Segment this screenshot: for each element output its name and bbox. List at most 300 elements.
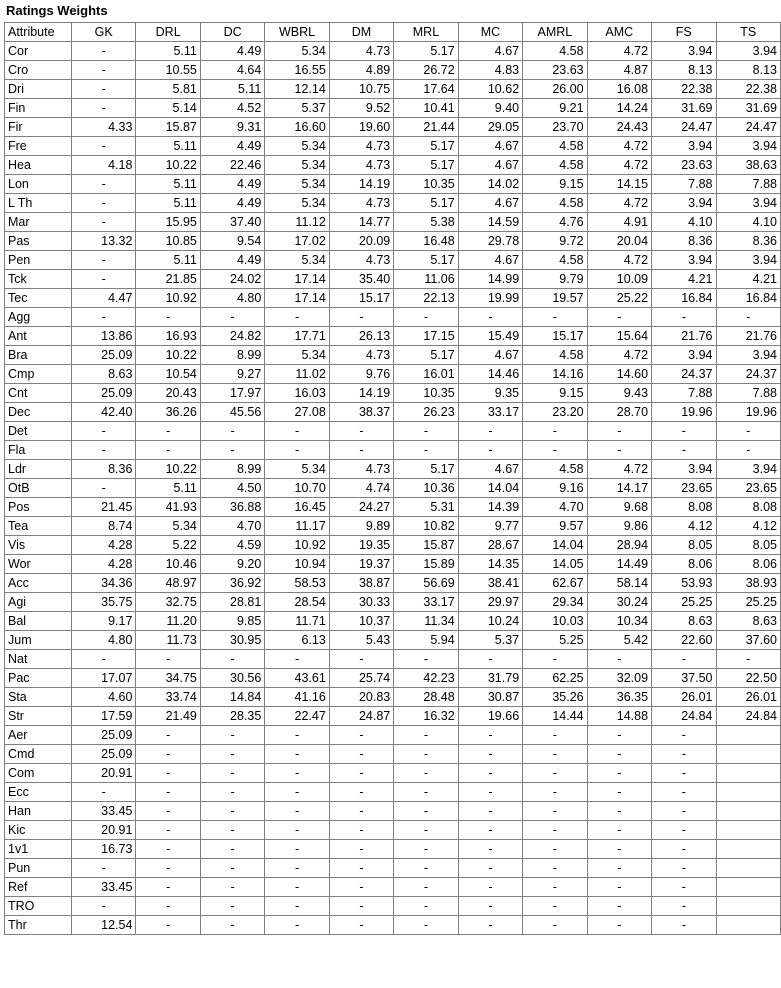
weight-cell[interactable]: 3.94 [652, 251, 716, 270]
weight-cell[interactable]: 7.88 [716, 175, 781, 194]
weight-cell[interactable]: 15.87 [394, 536, 458, 555]
weight-cell[interactable]: 26.13 [329, 327, 393, 346]
weight-cell[interactable]: 9.16 [523, 479, 587, 498]
weight-cell[interactable]: 5.34 [265, 460, 329, 479]
weight-cell[interactable]: - [265, 802, 329, 821]
weight-cell[interactable]: 17.97 [200, 384, 264, 403]
weight-cell[interactable]: 15.95 [136, 213, 200, 232]
weight-cell[interactable]: - [523, 745, 587, 764]
weight-cell[interactable]: 24.82 [200, 327, 264, 346]
weight-cell[interactable]: 24.47 [652, 118, 716, 137]
weight-cell[interactable]: 6.13 [265, 631, 329, 650]
weight-cell[interactable]: - [200, 897, 264, 916]
weight-cell[interactable]: 25.25 [652, 593, 716, 612]
weight-cell[interactable]: 4.18 [71, 156, 135, 175]
weight-cell[interactable]: - [458, 441, 522, 460]
weight-cell[interactable]: 20.43 [136, 384, 200, 403]
weight-cell[interactable]: 16.01 [394, 365, 458, 384]
weight-cell[interactable]: 10.41 [394, 99, 458, 118]
weight-cell[interactable]: 3.94 [716, 194, 781, 213]
column-header-ts[interactable]: TS [716, 23, 781, 42]
weight-cell[interactable]: - [394, 422, 458, 441]
weight-cell[interactable]: 4.28 [71, 555, 135, 574]
weight-cell[interactable]: 30.87 [458, 688, 522, 707]
weight-cell[interactable]: 24.43 [587, 118, 651, 137]
weight-cell[interactable]: - [200, 859, 264, 878]
weight-cell[interactable]: 3.94 [652, 137, 716, 156]
weight-cell[interactable]: 4.73 [329, 251, 393, 270]
weight-cell[interactable]: 9.35 [458, 384, 522, 403]
attribute-cell[interactable]: 1v1 [5, 840, 72, 859]
weight-cell[interactable]: 9.89 [329, 517, 393, 536]
weight-cell[interactable]: 19.60 [329, 118, 393, 137]
weight-cell[interactable]: - [71, 42, 135, 61]
weight-cell[interactable]: - [265, 422, 329, 441]
weight-cell[interactable]: 32.75 [136, 593, 200, 612]
weight-cell[interactable]: 10.70 [265, 479, 329, 498]
weight-cell[interactable]: 26.72 [394, 61, 458, 80]
attribute-cell[interactable]: Tck [5, 270, 72, 289]
weight-cell[interactable]: - [587, 859, 651, 878]
weight-cell[interactable]: 17.59 [71, 707, 135, 726]
weight-cell[interactable]: 15.17 [523, 327, 587, 346]
weight-cell[interactable] [716, 745, 781, 764]
weight-cell[interactable]: 11.06 [394, 270, 458, 289]
weight-cell[interactable]: 28.48 [394, 688, 458, 707]
weight-cell[interactable]: 4.67 [458, 346, 522, 365]
weight-cell[interactable]: 33.74 [136, 688, 200, 707]
column-header-gk[interactable]: GK [71, 23, 135, 42]
weight-cell[interactable]: 24.02 [200, 270, 264, 289]
weight-cell[interactable]: 10.35 [394, 175, 458, 194]
weight-cell[interactable]: 14.17 [587, 479, 651, 498]
weight-cell[interactable]: 16.84 [652, 289, 716, 308]
weight-cell[interactable]: - [652, 726, 716, 745]
weight-cell[interactable]: - [200, 878, 264, 897]
weight-cell[interactable]: - [136, 764, 200, 783]
weight-cell[interactable]: 4.58 [523, 194, 587, 213]
weight-cell[interactable]: 5.17 [394, 346, 458, 365]
weight-cell[interactable] [716, 840, 781, 859]
weight-cell[interactable]: 58.53 [265, 574, 329, 593]
attribute-cell[interactable]: Pos [5, 498, 72, 517]
weight-cell[interactable]: - [587, 764, 651, 783]
weight-cell[interactable]: 9.15 [523, 175, 587, 194]
weight-cell[interactable]: 4.49 [200, 175, 264, 194]
weight-cell[interactable]: 4.73 [329, 194, 393, 213]
weight-cell[interactable]: - [587, 916, 651, 935]
weight-cell[interactable]: - [587, 840, 651, 859]
weight-cell[interactable]: 5.11 [136, 194, 200, 213]
weight-cell[interactable]: 8.63 [652, 612, 716, 631]
weight-cell[interactable]: 4.67 [458, 137, 522, 156]
weight-cell[interactable]: 45.56 [200, 403, 264, 422]
weight-cell[interactable]: 17.64 [394, 80, 458, 99]
weight-cell[interactable]: - [523, 308, 587, 327]
weight-cell[interactable]: 9.79 [523, 270, 587, 289]
weight-cell[interactable]: - [200, 840, 264, 859]
weight-cell[interactable]: 20.91 [71, 764, 135, 783]
weight-cell[interactable]: 5.34 [136, 517, 200, 536]
attribute-cell[interactable]: Pun [5, 859, 72, 878]
weight-cell[interactable]: 24.84 [652, 707, 716, 726]
attribute-cell[interactable]: Fla [5, 441, 72, 460]
weight-cell[interactable]: 23.63 [523, 61, 587, 80]
weight-cell[interactable]: - [71, 897, 135, 916]
weight-cell[interactable]: 10.92 [265, 536, 329, 555]
weight-cell[interactable]: 58.14 [587, 574, 651, 593]
weight-cell[interactable]: 9.54 [200, 232, 264, 251]
weight-cell[interactable]: - [265, 726, 329, 745]
weight-cell[interactable]: - [71, 61, 135, 80]
weight-cell[interactable]: 33.17 [458, 403, 522, 422]
weight-cell[interactable]: 5.37 [265, 99, 329, 118]
weight-cell[interactable]: 29.97 [458, 593, 522, 612]
attribute-cell[interactable]: Pas [5, 232, 72, 251]
weight-cell[interactable]: - [329, 783, 393, 802]
weight-cell[interactable]: 36.88 [200, 498, 264, 517]
attribute-cell[interactable]: Agi [5, 593, 72, 612]
weight-cell[interactable]: 25.09 [71, 384, 135, 403]
weight-cell[interactable]: - [71, 479, 135, 498]
weight-cell[interactable]: 26.01 [716, 688, 781, 707]
weight-cell[interactable]: 27.08 [265, 403, 329, 422]
weight-cell[interactable] [716, 878, 781, 897]
weight-cell[interactable]: - [71, 650, 135, 669]
column-header-drl[interactable]: DRL [136, 23, 200, 42]
weight-cell[interactable]: - [136, 859, 200, 878]
weight-cell[interactable]: - [200, 783, 264, 802]
attribute-cell[interactable]: Cmd [5, 745, 72, 764]
weight-cell[interactable]: - [329, 897, 393, 916]
weight-cell[interactable]: 16.48 [394, 232, 458, 251]
weight-cell[interactable]: 10.36 [394, 479, 458, 498]
weight-cell[interactable]: - [329, 745, 393, 764]
weight-cell[interactable]: 53.93 [652, 574, 716, 593]
weight-cell[interactable]: 3.94 [716, 346, 781, 365]
weight-cell[interactable]: - [329, 308, 393, 327]
weight-cell[interactable]: - [716, 308, 781, 327]
weight-cell[interactable]: - [458, 422, 522, 441]
weight-cell[interactable]: - [523, 783, 587, 802]
weight-cell[interactable]: - [523, 821, 587, 840]
weight-cell[interactable]: - [652, 422, 716, 441]
weight-cell[interactable]: - [200, 441, 264, 460]
weight-cell[interactable]: 5.81 [136, 80, 200, 99]
weight-cell[interactable]: 4.73 [329, 156, 393, 175]
weight-cell[interactable]: 14.15 [587, 175, 651, 194]
weight-cell[interactable]: 38.41 [458, 574, 522, 593]
weight-cell[interactable]: - [458, 802, 522, 821]
weight-cell[interactable]: - [265, 650, 329, 669]
weight-cell[interactable]: - [136, 802, 200, 821]
weight-cell[interactable]: 37.60 [716, 631, 781, 650]
weight-cell[interactable]: 30.33 [329, 593, 393, 612]
attribute-cell[interactable]: Fre [5, 137, 72, 156]
weight-cell[interactable]: 34.36 [71, 574, 135, 593]
weight-cell[interactable]: - [136, 878, 200, 897]
attribute-cell[interactable]: L Th [5, 194, 72, 213]
weight-cell[interactable]: 11.12 [265, 213, 329, 232]
weight-cell[interactable]: 17.14 [265, 289, 329, 308]
weight-cell[interactable]: 10.62 [458, 80, 522, 99]
weight-cell[interactable]: - [71, 308, 135, 327]
attribute-cell[interactable]: Sta [5, 688, 72, 707]
weight-cell[interactable]: 36.35 [587, 688, 651, 707]
weight-cell[interactable]: 8.36 [71, 460, 135, 479]
weight-cell[interactable]: 8.99 [200, 460, 264, 479]
weight-cell[interactable]: - [265, 308, 329, 327]
weight-cell[interactable]: 37.40 [200, 213, 264, 232]
weight-cell[interactable]: 10.55 [136, 61, 200, 80]
weight-cell[interactable]: 11.71 [265, 612, 329, 631]
weight-cell[interactable]: 17.71 [265, 327, 329, 346]
weight-cell[interactable]: 20.91 [71, 821, 135, 840]
weight-cell[interactable]: - [200, 821, 264, 840]
weight-cell[interactable]: - [394, 308, 458, 327]
weight-cell[interactable]: 10.22 [136, 156, 200, 175]
weight-cell[interactable]: 28.81 [200, 593, 264, 612]
weight-cell[interactable]: - [136, 441, 200, 460]
weight-cell[interactable]: - [523, 726, 587, 745]
weight-cell[interactable]: 4.10 [652, 213, 716, 232]
weight-cell[interactable]: - [716, 422, 781, 441]
weight-cell[interactable]: 21.76 [716, 327, 781, 346]
attribute-cell[interactable]: Mar [5, 213, 72, 232]
weight-cell[interactable]: 23.63 [652, 156, 716, 175]
weight-cell[interactable]: 25.22 [587, 289, 651, 308]
weight-cell[interactable]: 24.87 [329, 707, 393, 726]
weight-cell[interactable]: - [394, 802, 458, 821]
weight-cell[interactable]: - [458, 840, 522, 859]
weight-cell[interactable]: 37.50 [652, 669, 716, 688]
weight-cell[interactable]: 5.42 [587, 631, 651, 650]
weight-cell[interactable]: 4.58 [523, 137, 587, 156]
weight-cell[interactable]: 29.34 [523, 593, 587, 612]
weight-cell[interactable]: - [71, 194, 135, 213]
weight-cell[interactable]: 5.34 [265, 194, 329, 213]
weight-cell[interactable]: - [265, 745, 329, 764]
weight-cell[interactable]: 3.94 [716, 42, 781, 61]
weight-cell[interactable]: 23.70 [523, 118, 587, 137]
weight-cell[interactable]: - [458, 859, 522, 878]
weight-cell[interactable]: 34.75 [136, 669, 200, 688]
weight-cell[interactable]: 33.45 [71, 802, 135, 821]
weight-cell[interactable]: 4.21 [716, 270, 781, 289]
weight-cell[interactable]: 4.67 [458, 156, 522, 175]
attribute-cell[interactable]: Agg [5, 308, 72, 327]
weight-cell[interactable]: - [587, 441, 651, 460]
weight-cell[interactable]: - [523, 897, 587, 916]
weight-cell[interactable]: 4.72 [587, 137, 651, 156]
weight-cell[interactable]: 10.22 [136, 346, 200, 365]
weight-cell[interactable]: - [652, 745, 716, 764]
attribute-cell[interactable]: Det [5, 422, 72, 441]
weight-cell[interactable]: 9.43 [587, 384, 651, 403]
weight-cell[interactable]: 24.47 [716, 118, 781, 137]
weight-cell[interactable]: 8.63 [716, 612, 781, 631]
weight-cell[interactable]: - [136, 308, 200, 327]
weight-cell[interactable]: - [200, 802, 264, 821]
weight-cell[interactable]: 7.88 [652, 384, 716, 403]
weight-cell[interactable]: - [71, 137, 135, 156]
weight-cell[interactable]: - [265, 441, 329, 460]
attribute-cell[interactable]: Wor [5, 555, 72, 574]
weight-cell[interactable]: - [587, 745, 651, 764]
weight-cell[interactable]: - [587, 821, 651, 840]
weight-cell[interactable]: - [394, 650, 458, 669]
weight-cell[interactable]: - [71, 859, 135, 878]
weight-cell[interactable]: - [136, 916, 200, 935]
weight-cell[interactable]: - [394, 897, 458, 916]
weight-cell[interactable]: 24.37 [716, 365, 781, 384]
weight-cell[interactable]: 7.88 [716, 384, 781, 403]
weight-cell[interactable]: 10.37 [329, 612, 393, 631]
weight-cell[interactable]: 24.37 [652, 365, 716, 384]
weight-cell[interactable]: - [200, 745, 264, 764]
weight-cell[interactable]: - [394, 916, 458, 935]
weight-cell[interactable]: 62.25 [523, 669, 587, 688]
weight-cell[interactable]: 8.05 [716, 536, 781, 555]
weight-cell[interactable]: - [329, 878, 393, 897]
weight-cell[interactable]: - [329, 441, 393, 460]
weight-cell[interactable]: 14.59 [458, 213, 522, 232]
weight-cell[interactable]: - [458, 726, 522, 745]
weight-cell[interactable]: 4.59 [200, 536, 264, 555]
weight-cell[interactable]: - [394, 859, 458, 878]
weight-cell[interactable]: 4.74 [329, 479, 393, 498]
weight-cell[interactable]: 4.67 [458, 194, 522, 213]
weight-cell[interactable]: 4.67 [458, 42, 522, 61]
weight-cell[interactable]: 5.34 [265, 175, 329, 194]
weight-cell[interactable]: - [329, 650, 393, 669]
weight-cell[interactable]: 4.60 [71, 688, 135, 707]
weight-cell[interactable]: 4.83 [458, 61, 522, 80]
weight-cell[interactable]: 4.73 [329, 137, 393, 156]
weight-cell[interactable]: 4.28 [71, 536, 135, 555]
weight-cell[interactable]: - [71, 175, 135, 194]
attribute-cell[interactable]: Lon [5, 175, 72, 194]
weight-cell[interactable]: - [265, 897, 329, 916]
weight-cell[interactable]: 14.49 [587, 555, 651, 574]
weight-cell[interactable]: 32.09 [587, 669, 651, 688]
weight-cell[interactable]: 25.09 [71, 726, 135, 745]
weight-cell[interactable]: 42.23 [394, 669, 458, 688]
weight-cell[interactable]: 9.68 [587, 498, 651, 517]
weight-cell[interactable]: - [136, 650, 200, 669]
weight-cell[interactable]: 19.66 [458, 707, 522, 726]
weight-cell[interactable]: 16.08 [587, 80, 651, 99]
weight-cell[interactable]: 31.69 [652, 99, 716, 118]
weight-cell[interactable]: 19.57 [523, 289, 587, 308]
weight-cell[interactable]: 41.93 [136, 498, 200, 517]
weight-cell[interactable]: 21.76 [652, 327, 716, 346]
weight-cell[interactable]: 33.17 [394, 593, 458, 612]
weight-cell[interactable]: 4.72 [587, 251, 651, 270]
weight-cell[interactable]: - [394, 783, 458, 802]
weight-cell[interactable]: 16.03 [265, 384, 329, 403]
weight-cell[interactable]: - [394, 878, 458, 897]
weight-cell[interactable]: - [587, 897, 651, 916]
weight-cell[interactable]: 4.89 [329, 61, 393, 80]
weight-cell[interactable]: 9.15 [523, 384, 587, 403]
attribute-cell[interactable]: Pac [5, 669, 72, 688]
weight-cell[interactable]: 9.27 [200, 365, 264, 384]
weight-cell[interactable]: 30.95 [200, 631, 264, 650]
weight-cell[interactable]: 11.17 [265, 517, 329, 536]
weight-cell[interactable]: 38.63 [716, 156, 781, 175]
weight-cell[interactable]: 5.14 [136, 99, 200, 118]
weight-cell[interactable]: 5.38 [394, 213, 458, 232]
attribute-cell[interactable]: Ecc [5, 783, 72, 802]
weight-cell[interactable]: - [523, 650, 587, 669]
weight-cell[interactable]: 25.74 [329, 669, 393, 688]
weight-cell[interactable]: 25.09 [71, 346, 135, 365]
weight-cell[interactable]: - [652, 916, 716, 935]
weight-cell[interactable]: 8.08 [652, 498, 716, 517]
weight-cell[interactable]: - [523, 802, 587, 821]
weight-cell[interactable]: - [265, 859, 329, 878]
weight-cell[interactable]: 5.11 [136, 42, 200, 61]
weight-cell[interactable]: 10.09 [587, 270, 651, 289]
weight-cell[interactable]: - [200, 764, 264, 783]
attribute-cell[interactable]: Jum [5, 631, 72, 650]
weight-cell[interactable]: 38.37 [329, 403, 393, 422]
attribute-cell[interactable]: Str [5, 707, 72, 726]
weight-cell[interactable]: 12.14 [265, 80, 329, 99]
weight-cell[interactable]: 15.49 [458, 327, 522, 346]
weight-cell[interactable] [716, 802, 781, 821]
weight-cell[interactable]: 22.47 [265, 707, 329, 726]
weight-cell[interactable]: 16.60 [265, 118, 329, 137]
weight-cell[interactable]: 4.49 [200, 42, 264, 61]
weight-cell[interactable]: 4.58 [523, 156, 587, 175]
weight-cell[interactable]: 5.11 [136, 175, 200, 194]
weight-cell[interactable]: 3.94 [652, 346, 716, 365]
weight-cell[interactable]: 17.07 [71, 669, 135, 688]
weight-cell[interactable]: 8.06 [716, 555, 781, 574]
weight-cell[interactable]: 8.13 [716, 61, 781, 80]
weight-cell[interactable]: - [265, 764, 329, 783]
weight-cell[interactable]: - [136, 422, 200, 441]
column-header-dm[interactable]: DM [329, 23, 393, 42]
weight-cell[interactable]: 4.76 [523, 213, 587, 232]
attribute-cell[interactable]: Nat [5, 650, 72, 669]
weight-cell[interactable]: - [394, 764, 458, 783]
attribute-cell[interactable]: Bal [5, 612, 72, 631]
weight-cell[interactable]: 4.87 [587, 61, 651, 80]
attribute-cell[interactable]: Aer [5, 726, 72, 745]
weight-cell[interactable]: 4.67 [458, 460, 522, 479]
weight-cell[interactable]: 4.58 [523, 42, 587, 61]
weight-cell[interactable]: - [523, 422, 587, 441]
weight-cell[interactable]: 8.36 [716, 232, 781, 251]
weight-cell[interactable]: - [71, 213, 135, 232]
weight-cell[interactable]: 11.20 [136, 612, 200, 631]
weight-cell[interactable]: 5.31 [394, 498, 458, 517]
weight-cell[interactable]: - [329, 916, 393, 935]
weight-cell[interactable]: 5.11 [136, 251, 200, 270]
weight-cell[interactable]: 14.39 [458, 498, 522, 517]
weight-cell[interactable]: 14.04 [458, 479, 522, 498]
weight-cell[interactable]: 8.05 [652, 536, 716, 555]
weight-cell[interactable]: 22.46 [200, 156, 264, 175]
weight-cell[interactable]: 11.34 [394, 612, 458, 631]
weight-cell[interactable]: 16.32 [394, 707, 458, 726]
weight-cell[interactable]: 28.35 [200, 707, 264, 726]
weight-cell[interactable]: - [200, 650, 264, 669]
weight-cell[interactable]: 10.54 [136, 365, 200, 384]
